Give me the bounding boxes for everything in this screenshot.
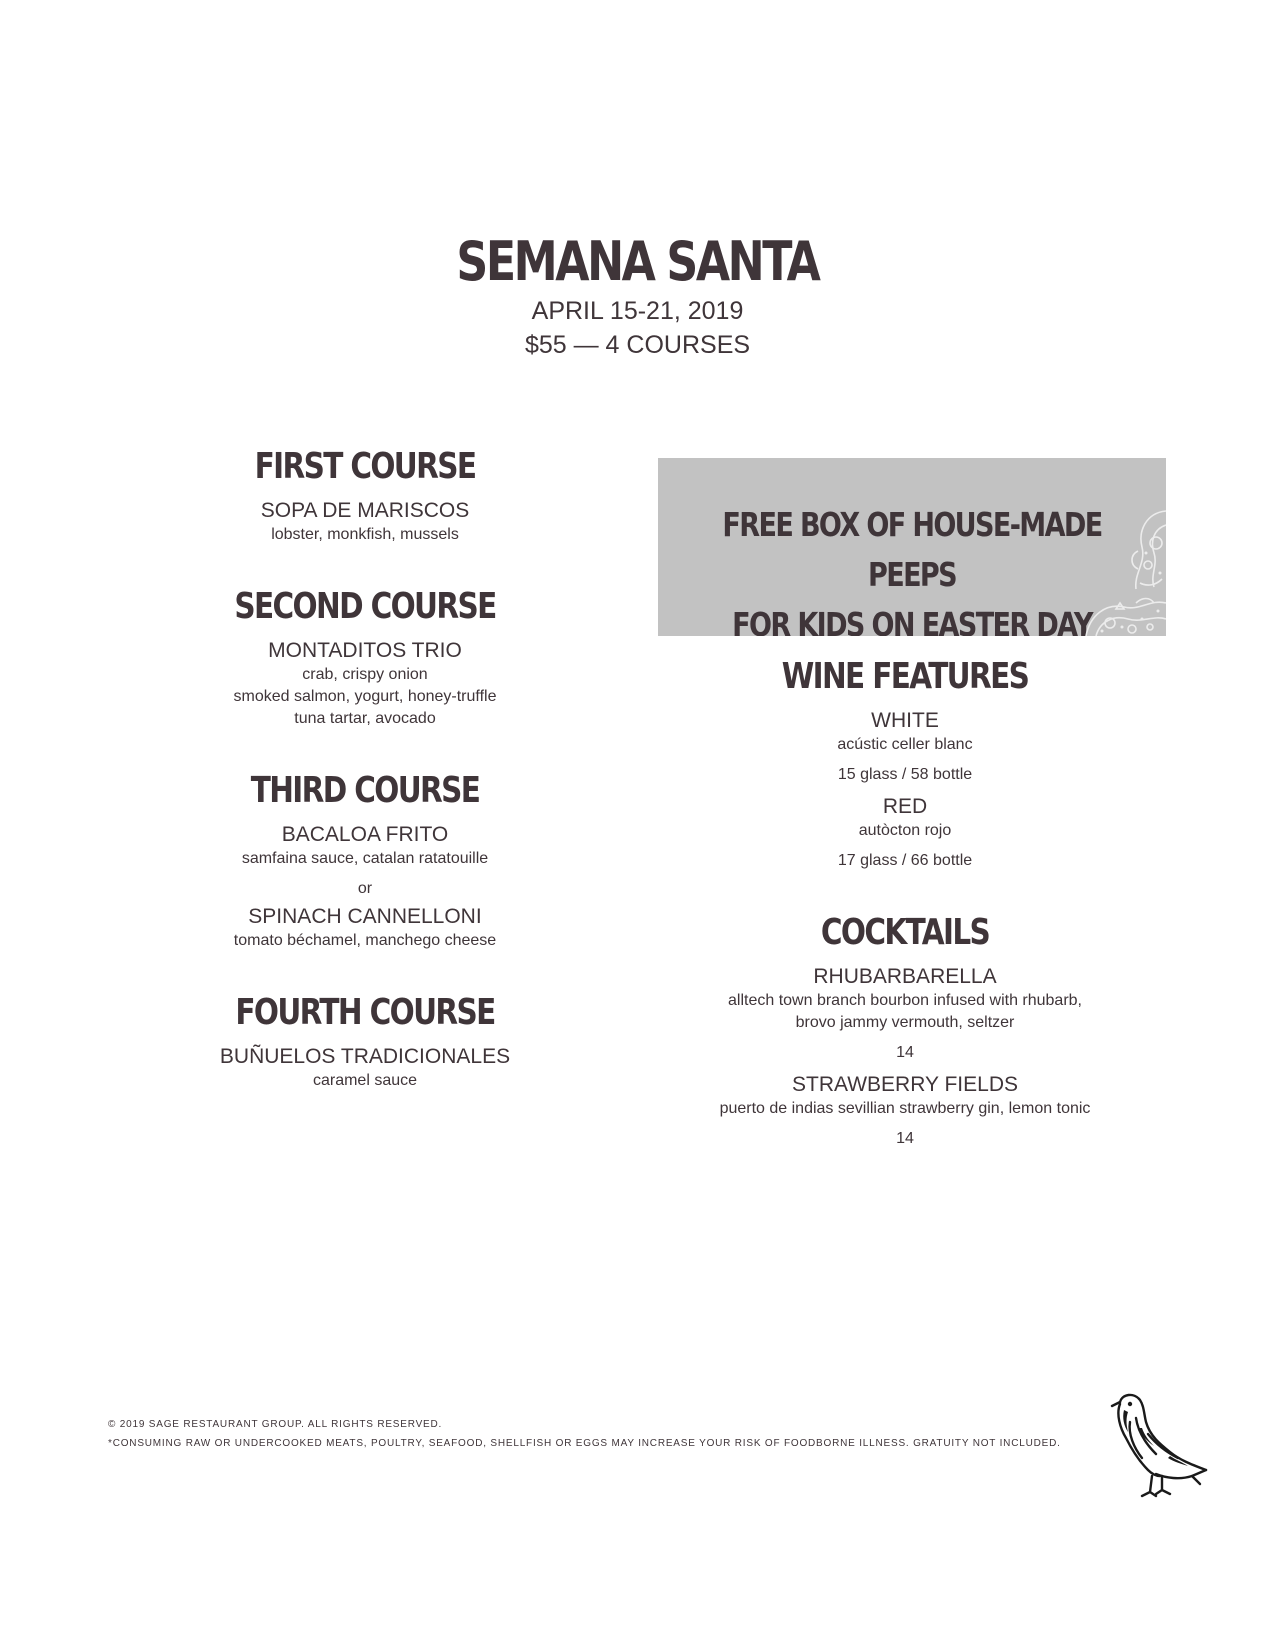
wine-section	[655, 656, 1155, 872]
bird-logo-icon	[1108, 1392, 1212, 1500]
course-heading: THIRD COURSE	[250, 770, 480, 811]
course-heading: SECOND COURSE	[234, 586, 496, 627]
promo-banner	[658, 458, 1166, 636]
cocktail-name: STRAWBERRY FIELDS	[792, 1073, 1018, 1096]
dish-name: BUÑUELOS TRADICIONALES	[219, 1045, 511, 1068]
course-first	[150, 446, 580, 546]
wine-price: 15 glass / 58 bottle	[837, 766, 973, 783]
cocktails-heading: COCKTAILS	[820, 912, 990, 953]
dish-desc: tomato béchamel, manchego cheese	[233, 932, 497, 949]
ornament-icon	[1076, 503, 1166, 636]
wine-heading: WINE FEATURES	[781, 656, 1029, 697]
drinks-column	[655, 656, 1155, 1150]
cocktail-price: 14	[896, 1130, 914, 1147]
cocktails-section	[655, 912, 1155, 1150]
dish-separator: or	[357, 880, 373, 897]
dish-desc: samfaina sauce, catalan ratatouille	[241, 850, 489, 867]
promo-line: FREE BOX OF HOUSE-MADE PEEPS	[722, 505, 1102, 594]
dish-name: SOPA DE MARISCOS	[260, 499, 470, 522]
course-heading: FOURTH COURSE	[235, 992, 495, 1033]
disclaimer-text: *CONSUMING RAW OR UNDERCOOKED MEATS, POULTRY, SEAFOOD, SHELLFISH OR EGGS MAY INCREASE YOUR RISK OF FOODBORNE ILLNESS. GRATUITY NOT INCLUDED.	[108, 1438, 1061, 1449]
dish-name: BACALOA FRITO	[281, 823, 449, 846]
cocktail-desc: puerto de indias sevillian strawberry gin, lemon tonic	[719, 1100, 1091, 1117]
event-price: $55 — 4 COURSES	[524, 331, 751, 359]
dish-desc: tuna tartar, avocado	[294, 710, 436, 727]
wine-name: RED	[882, 795, 928, 818]
courses-column	[150, 446, 580, 1092]
promo-line: FOR KIDS ON EASTER DAY	[732, 605, 1092, 636]
dish-name: MONTADITOS TRIO	[268, 639, 462, 662]
wine-name: WHITE	[871, 709, 939, 732]
wine-desc: autòcton rojo	[858, 822, 952, 839]
course-third	[150, 770, 580, 952]
dish-name: SPINACH CANNELLONI	[248, 905, 482, 928]
cocktail-desc: brovo jammy vermouth, seltzer	[795, 1014, 1015, 1031]
dish-desc: smoked salmon, yogurt, honey-truffle	[233, 688, 497, 705]
event-dates: APRIL 15-21, 2019	[531, 297, 744, 325]
dish-desc: lobster, monkfish, mussels	[271, 526, 459, 543]
page-title: SEMANA SANTA	[456, 230, 819, 293]
promo-text	[704, 500, 1121, 636]
dish-desc: crab, crispy onion	[302, 666, 428, 683]
dish-desc: caramel sauce	[312, 1072, 418, 1089]
wine-price: 17 glass / 66 bottle	[837, 852, 973, 869]
course-fourth	[150, 992, 580, 1092]
cocktail-name: RHUBARBARELLA	[813, 965, 997, 988]
cocktail-price: 14	[896, 1044, 914, 1061]
cocktail-desc: alltech town branch bourbon infused with rhubarb,	[728, 992, 1082, 1009]
wine-desc: acústic celler blanc	[837, 736, 973, 753]
copyright-text: © 2019 SAGE RESTAURANT GROUP. ALL RIGHTS RESERVED.	[108, 1419, 443, 1430]
course-second	[150, 586, 580, 730]
course-heading: FIRST COURSE	[254, 446, 476, 487]
